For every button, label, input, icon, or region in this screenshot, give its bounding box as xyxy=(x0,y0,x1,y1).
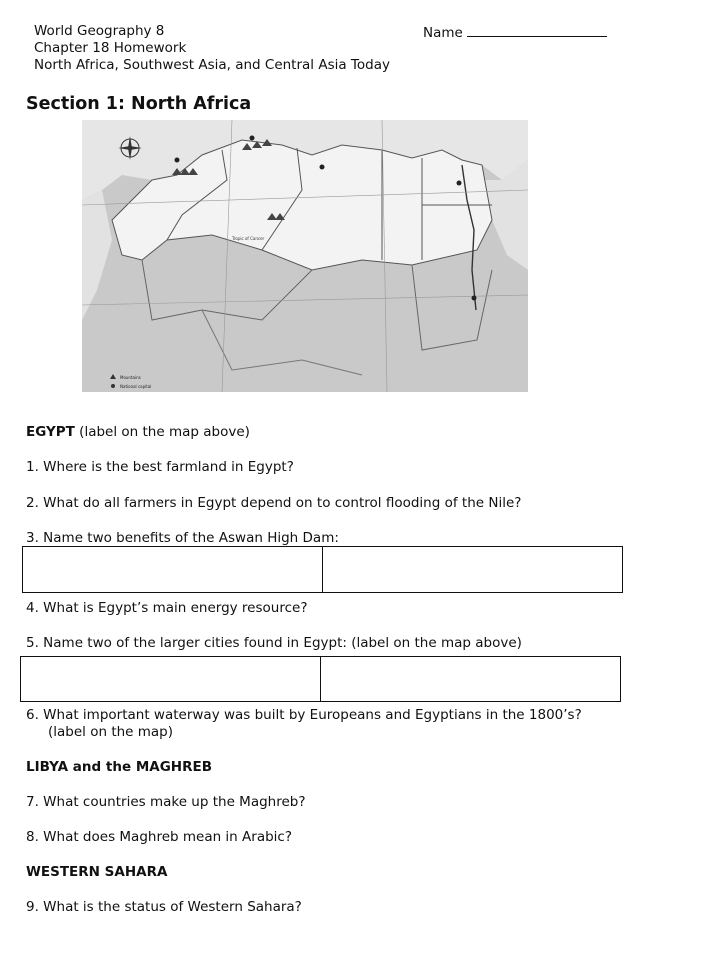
answer-cell-q3-1[interactable] xyxy=(23,547,322,592)
tropic-of-cancer-label: Tropic of Cancer xyxy=(232,236,265,241)
section-title: Section 1: North Africa xyxy=(26,94,252,114)
question-6-note: (label on the map) xyxy=(48,724,174,740)
name-blank[interactable] xyxy=(467,23,607,37)
question-7: 7. What countries make up the Maghreb? xyxy=(26,794,306,810)
question-8: 8. What does Maghreb mean in Arabic? xyxy=(26,829,292,845)
question-5: 5. Name two of the larger cities found in Egypt: (label on the map above) xyxy=(26,635,522,651)
answer-box-q3 xyxy=(22,546,623,593)
answer-box-q5 xyxy=(20,656,621,702)
question-6: 6. What important waterway was built by Europeans and Egyptians in the 1800’s? xyxy=(26,707,582,723)
egypt-heading: EGYPT xyxy=(26,424,75,440)
name-label: Name xyxy=(423,25,463,41)
worksheet-header xyxy=(34,23,390,74)
question-4: 4. What is Egypt’s main energy resource? xyxy=(26,600,308,616)
legend-capital-text: National capital xyxy=(120,384,152,389)
name-field[interactable] xyxy=(423,23,607,41)
chapter-title: Chapter 18 Homework xyxy=(34,40,187,56)
answer-cell-q5-1[interactable] xyxy=(21,657,320,701)
question-9: 9. What is the status of Western Sahara? xyxy=(26,899,302,915)
north-africa-outline-map xyxy=(82,120,528,392)
course-title: World Geography 8 xyxy=(34,23,165,39)
egypt-heading-note: (label on the map above) xyxy=(74,424,250,440)
answer-cell-q3-2[interactable] xyxy=(322,547,622,592)
question-3: 3. Name two benefits of the Aswan High Dam: xyxy=(26,530,339,546)
legend-capital-icon xyxy=(111,384,115,388)
libya-maghreb-heading: LIBYA and the MAGHREB xyxy=(26,759,212,775)
question-2: 2. What do all farmers in Egypt depend on to control flooding of the Nile? xyxy=(26,495,522,511)
question-1: 1. Where is the best farmland in Egypt? xyxy=(26,459,294,475)
egypt-heading-line xyxy=(26,424,250,440)
answer-cell-q5-2[interactable] xyxy=(320,657,620,701)
topic-title: North Africa, Southwest Asia, and Central Asia Today xyxy=(34,57,390,73)
legend-mountains-text: Mountains xyxy=(120,375,141,380)
western-sahara-heading: WESTERN SAHARA xyxy=(26,864,168,880)
